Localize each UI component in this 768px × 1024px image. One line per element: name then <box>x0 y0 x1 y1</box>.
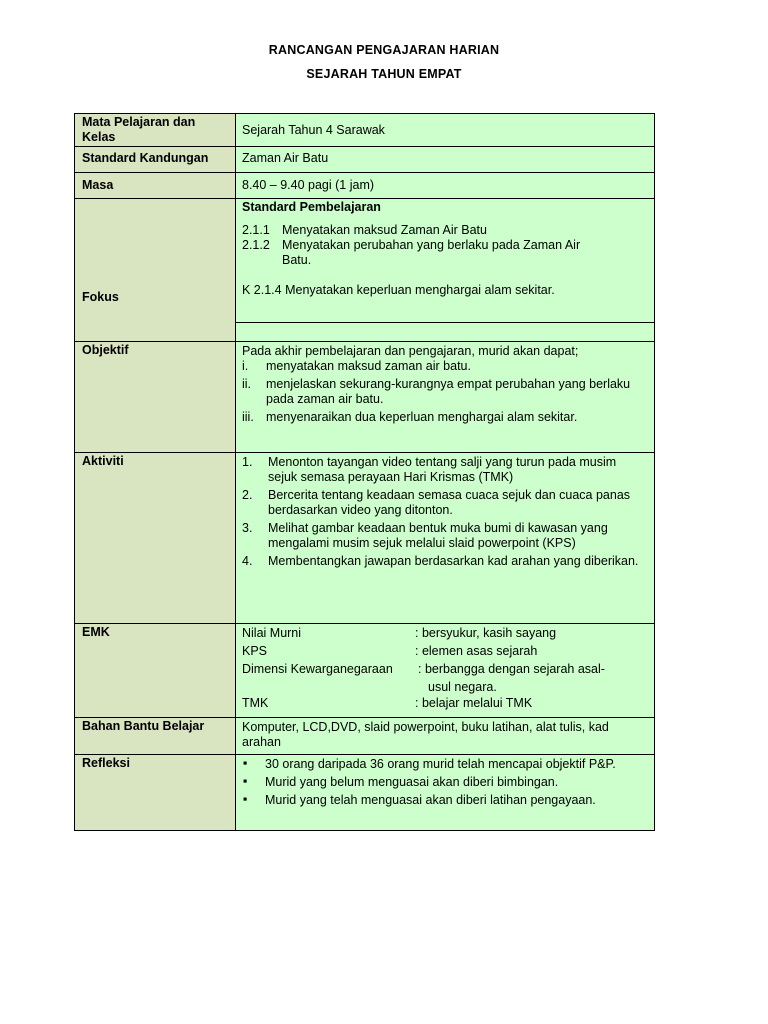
emk-dimensi: Dimensi Kewarganegaraan : berbangga dengan sejarah asal- <box>242 662 605 676</box>
standard-pembelajaran-heading: Standard Pembelajaran <box>242 200 381 214</box>
refleksi-item: ▪ Murid yang telah menguasai akan diberi latihan pengayaan. <box>243 792 596 807</box>
label-fokus: Fokus <box>75 199 236 342</box>
objektif-item: ii. menjelaskan sekurang-kurangnya empat perubahan yang berlaku pada zaman air batu. <box>242 377 631 406</box>
label-emk: EMK <box>75 624 236 718</box>
sp-k-item: K 2.1.4 Menyatakan keperluan menghargai alam sekitar. <box>242 283 555 297</box>
bullet-icon: ▪ <box>243 792 248 806</box>
value-standard-kandungan: Zaman Air Batu <box>236 147 655 173</box>
row-aktiviti <box>75 453 655 624</box>
value-bahan-bantu: Komputer, LCD,DVD, slaid powerpoint, buku latihan, alat tulis, kad arahan <box>236 718 655 755</box>
page-title: RANCANGAN PENGAJARAN HARIAN <box>268 43 500 57</box>
bullet-icon: ▪ <box>243 774 248 788</box>
value-refleksi <box>236 755 655 831</box>
aktiviti-item: 2. Bercerita tentang keadaan semasa cuaca sejuk dan cuaca panas berdasarkan video yang ditonton. <box>242 488 631 517</box>
value-aktiviti <box>236 453 655 624</box>
value-fokus <box>236 199 655 342</box>
bullet-icon: ▪ <box>243 756 248 770</box>
row-mata-pelajaran <box>75 114 655 147</box>
row-refleksi <box>75 755 655 831</box>
label-bahan-bantu: Bahan Bantu Belajar <box>75 718 236 755</box>
emk-nilai-murni: Nilai Murni : bersyukur, kasih sayang <box>242 626 557 640</box>
objektif-intro: Pada akhir pembelajaran dan pengajaran, murid akan dapat; <box>242 344 579 358</box>
row-standard-kandungan <box>75 147 655 173</box>
value-mata-pelajaran: Sejarah Tahun 4 Sarawak <box>236 114 655 147</box>
aktiviti-item: 1. Menonton tayangan video tentang salji yang turun pada musim sejuk semasa perayaan Hari Krismas (TMK) <box>242 455 617 484</box>
row-objektif <box>75 342 655 453</box>
emk-dimensi-cont: usul negara. <box>428 680 497 694</box>
objektif-item: i. menyatakan maksud zaman air batu. <box>242 359 471 373</box>
emk-tmk: TMK : belajar melalui TMK <box>242 696 533 710</box>
lesson-plan-table <box>74 113 655 831</box>
page-subtitle: SEJARAH TAHUN EMPAT <box>306 67 462 81</box>
emk-kps: KPS : elemen asas sejarah <box>242 644 538 658</box>
sp-item-2: 2.1.2 Menyatakan perubahan yang berlaku pada Zaman Air <box>242 238 581 252</box>
refleksi-item: ▪ 30 orang daripada 36 orang murid telah mencapai objektif P&P. <box>243 756 616 771</box>
fokus-empty-cell <box>236 323 654 340</box>
row-emk <box>75 624 655 718</box>
sp-item-2-cont: Batu. <box>282 253 312 267</box>
label-standard-kandungan: Standard Kandungan <box>75 147 236 173</box>
value-emk <box>236 624 655 718</box>
label-objektif: Objektif <box>75 342 236 453</box>
label-masa: Masa <box>75 173 236 199</box>
label-mata-pelajaran: Mata Pelajaran dan Kelas <box>75 114 236 147</box>
value-masa: 8.40 – 9.40 pagi (1 jam) <box>236 173 655 199</box>
aktiviti-item: 4. Membentangkan jawapan berdasarkan kad arahan yang diberikan. <box>242 554 639 568</box>
row-masa <box>75 173 655 199</box>
label-refleksi: Refleksi <box>75 755 236 831</box>
row-fokus <box>75 199 655 342</box>
aktiviti-item: 3. Melihat gambar keadaan bentuk muka bumi di kawasan yang mengalami musim sejuk melalui slaid powerpoint (KPS) <box>242 521 608 550</box>
sp-item-1: 2.1.1 Menyatakan maksud Zaman Air Batu <box>242 223 487 237</box>
label-aktiviti: Aktiviti <box>75 453 236 624</box>
row-bahan-bantu <box>75 718 655 755</box>
objektif-item: iii. menyenaraikan dua keperluan menghargai alam sekitar. <box>242 410 578 424</box>
value-objektif <box>236 342 655 453</box>
refleksi-item: ▪ Murid yang belum menguasai akan diberi bimbingan. <box>243 774 559 789</box>
